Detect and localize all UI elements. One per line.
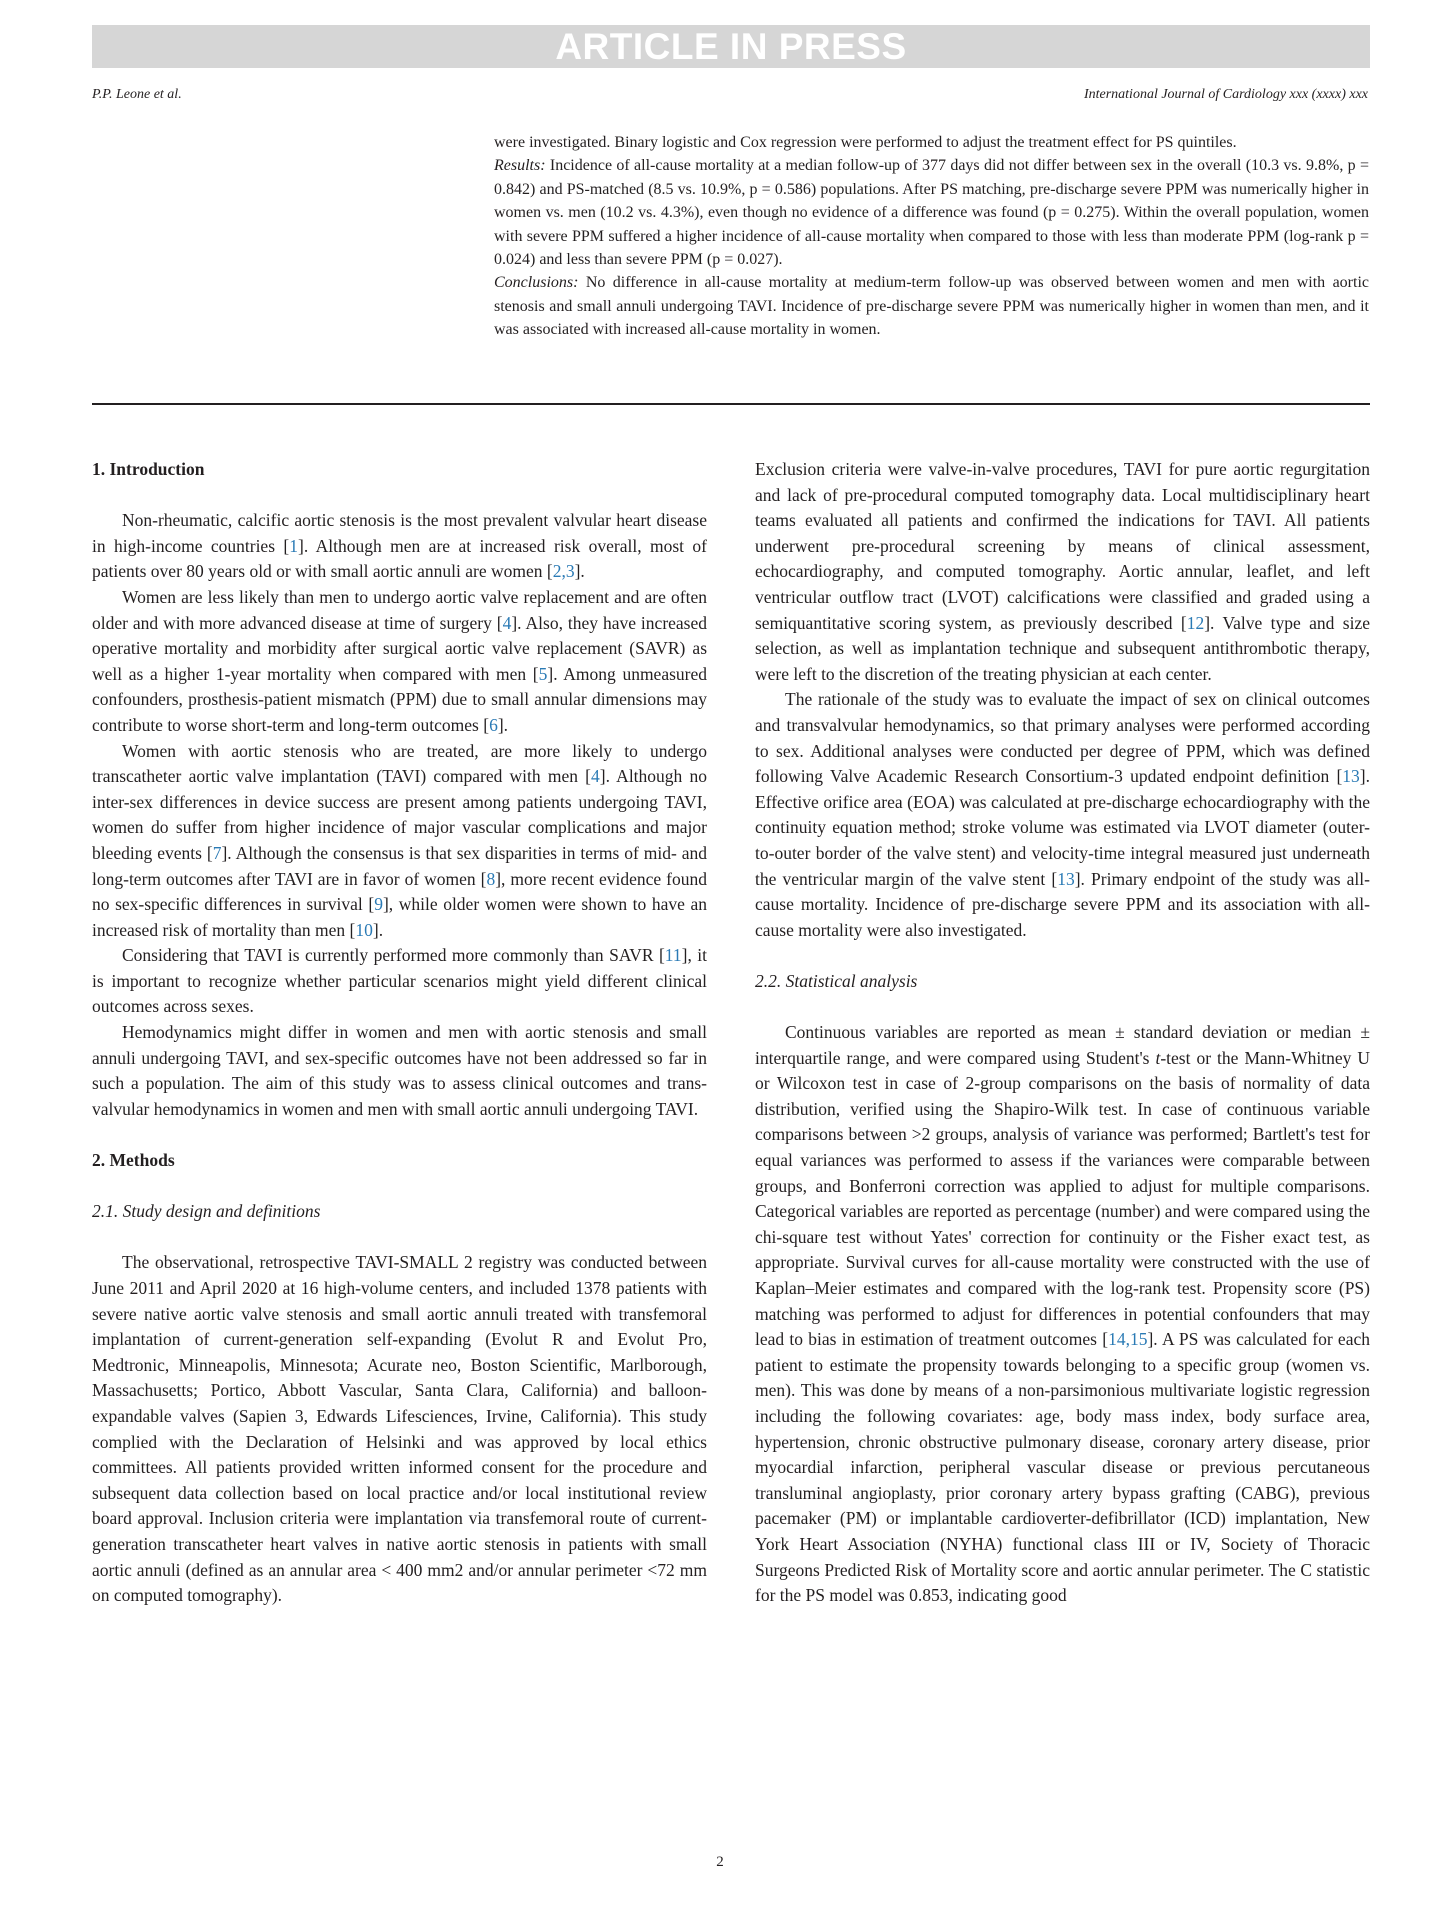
citation-link[interactable]: 2,3 — [552, 561, 575, 582]
results-label: Results: — [494, 157, 546, 175]
left-column — [92, 457, 707, 1609]
citation-link[interactable]: 9 — [374, 894, 383, 915]
citation-link[interactable]: 1 — [289, 535, 298, 556]
running-head-journal: International Journal of Cardiology xxx (xxxx) xxx — [1083, 87, 1368, 102]
abstract-methods-tail: were investigated. Binary logistic and Cox regression were performed to adjust the treatment effect for PS quintiles. — [494, 134, 1237, 151]
citation-link[interactable]: 14,15 — [1108, 1329, 1148, 1350]
article-in-press-banner: ARTICLE IN PRESS — [92, 25, 1370, 68]
conclusions-label: Conclusions: — [494, 274, 579, 292]
citation-link[interactable]: 7 — [212, 842, 222, 863]
citation-link[interactable]: 12 — [1186, 612, 1205, 633]
statistical-analysis-heading: 2.2. Statistical analysis — [755, 970, 918, 991]
study-design-heading: 2.1. Study design and definitions — [92, 1201, 321, 1222]
citation-link[interactable]: 4 — [591, 766, 600, 787]
citation-link[interactable]: 8 — [486, 868, 496, 889]
rationale-paragraph: The rationale of the study was to evaluate the impact of sex on clinical outcomes and transvalvular hemodynamics, so that primary analyses were performed according to sex. Additional analyses were conducted per degree of PPM, which was defined following Valve Academic Research Consortium-3 updated endpoint definition [13]. Effective orifice area (EOA) was calculated at pre-discharge echocardiography with the continuity equation method; stroke volume was estimated via LVOT diameter (outer-to-outer border of the valve stent) and velocity-time integral measured just underneath the ventricular margin of the valve stent [13]. Primary endpoint of the study was all-cause mortality. Incidence of pre-discharge severe PPM and its association with all-cause mortality were also investigated. — [755, 689, 1370, 940]
abstract-divider — [92, 403, 1370, 405]
page-number: 2 — [716, 1854, 724, 1870]
intro-paragraph-1: Non-rheumatic, calcific aortic stenosis is the most prevalent valvular heart disease in high-income countries [1]. Although men are at increased risk overall, most of patients over 80 years old or with small aortic annuli are women [2,3]. — [92, 510, 707, 582]
abstract-conclusions — [494, 271, 1369, 341]
citation-link[interactable]: 4 — [502, 612, 512, 633]
citation-link[interactable]: 5 — [538, 663, 548, 684]
introduction-heading: 1. Introduction — [92, 459, 205, 479]
abstract-continuation — [494, 131, 1369, 342]
citation-link[interactable]: 6 — [489, 714, 498, 735]
results-text: Incidence of all-cause mortality at a median follow-up of 377 days did not differ between sex in the overall (10.3 vs. 9.8%, p = 0.842) and PS-matched (8.5 vs. 10.9%, p = 0.586) populations. After PS matching, pre-discharge severe PPM was numerically higher in women vs. men (10.2 vs. 4.3%), even though no evidence of a difference was found (p = 0.275). Within the overall population, women with severe PPM suffered a higher incidence of all-cause mortality when compared to those with less than moderate PPM (log-rank p = 0.024) and less than severe PPM (p = 0.027). — [494, 157, 1369, 269]
statistical-analysis-paragraph: Continuous variables are reported as mean ± standard deviation or median ± interquartile range, and were compared using Student's t-test or the Mann-Whitney U or Wilcoxon test in case of 2-group comparisons on the basis of normality of data distribution, verified using the Shapiro-Wilk test. In case of continuous variable comparisons between >2 groups, analysis of variance was performed; Bartlett's test for equal variances was performed to assess if the variances were comparable between groups, and Bonferroni correction was applied to adjust for multiple comparisons. Categorical variables are reported as percentage (number) and were compared using the chi-square test without Yates' correction for continuity or the Fisher exact test, as appropriate. Survival curves for all-cause mortality were constructed with the use of Kaplan–Meier estimates and compared with the log-rank test. Propensity score (PS) matching was performed to adjust for differences in potential confounders that may lead to bias in estimation of treatment outcomes [14,15]. A PS was calculated for each patient to estimate the propensity towards belonging to a specific group (women vs. men). This was done by means of a non-parsimonious multivariate logistic regression including the following covariates: age, body mass index, body surface area, hypertension, chronic obstructive pulmonary disease, coronary artery disease, prior myocardial infarction, peripheral vascular disease or previous percutaneous transluminal angioplasty, prior coronary artery bypass grafting (CABG), previous pacemaker (PM) or implantable cardioverter-defibrillator (ICD) implantation, New York Heart Association (NYHA) functional class III or IV, Society of Thoracic Surgeons Predicted Risk of Mortality score and aortic annular perimeter. The C statistic for the PS model was 0.853, indicating good — [755, 1022, 1371, 1606]
citation-link[interactable]: 10 — [355, 919, 373, 940]
exclusion-criteria-paragraph: Exclusion criteria were valve-in-valve procedures, TAVI for pure aortic regurgitation and lack of pre-procedural computed tomography data. Local multidisciplinary heart teams evaluated all patients and confirmed the indications for TAVI. All patients underwent pre-procedural screening by means of clinical assessment, echocardiography, and computed tomography. Aortic annular, leaflet, and left ventricular outflow tract (LVOT) calcifications were classified and graded using a semiquantitative scoring system, as previously described [12]. Valve type and size selection, as well as implantation technique and subsequent antithrombotic therapy, were left to the discretion of the treating physician at each center. — [755, 459, 1370, 684]
conclusions-text: No difference in all-cause mortality at medium-term follow-up was observed between women and men with aortic stenosis and small annuli undergoing TAVI. Incidence of pre-discharge severe PPM was numerically higher in women than men, and it was associated with increased all-cause mortality in women. — [494, 274, 1369, 339]
running-head-authors: P.P. Leone et al. — [92, 87, 182, 102]
abstract-results — [494, 154, 1369, 271]
citation-link[interactable]: 11 — [664, 945, 682, 966]
citation-link[interactable]: 13 — [1342, 766, 1360, 787]
methods-heading: 2. Methods — [92, 1150, 175, 1171]
citation-link[interactable]: 13 — [1057, 868, 1075, 889]
intro-paragraph-4: Considering that TAVI is currently performed more commonly than SAVR [11], it is important to recognize whether particular scenarios might yield different clinical outcomes across sexes. — [92, 945, 707, 1017]
study-design-paragraph: The observational, retrospective TAVI-SMALL 2 registry was conducted between June 2011 and April 2020 at 16 high-volume centers, and included 1378 patients with severe native aortic valve stenosis and small aortic annuli treated with transfemoral implantation of current-generation self-expanding (Evolut R and Evolut Pro, Medtronic, Minneapolis, Minnesota; Acurate neo, Boston Scientific, Marlborough, Massachusetts; Portico, Abbott Vascular, Santa Clara, California) and balloon-expandable valves (Sapien 3, Edwards Lifesciences, Irvine, California). This study complied with the Declaration of Helsinki and was approved by local ethics committees. All patients provided written informed consent for the procedure and subsequent data collection based on local practice and/or local institutional review board approval. Inclusion criteria were implantation via transfemoral route of current-generation transcatheter heart valves in native aortic stenosis in patients with small aortic annuli (defined as an annular area < 400 mm2 and/or annular perimeter <72 mm on computed tomography). — [92, 1252, 707, 1606]
right-column — [755, 457, 1370, 1609]
intro-paragraph-2: Women are less likely than men to undergo aortic valve replacement and are often older and with more advanced disease at time of surgery [4]. Also, they have increased operative mortality and morbidity after surgical aortic valve replacement (SAVR) as well as a higher 1-year mortality when compared with men [5]. Among unmeasured confounders, prosthesis-patient mismatch (PPM) due to small annular dimensions may contribute to worse short-term and long-term outcomes [6]. — [92, 586, 708, 735]
intro-paragraph-3: Women with aortic stenosis who are treated, are more likely to undergo transcatheter aortic valve implantation (TAVI) compared with men [4]. Although no inter-sex differences in device success are present among patients undergoing TAVI, women do suffer from higher incidence of major vascular complications and major bleeding events [7]. Although the consensus is that sex disparities in terms of mid- and long-term outcomes after TAVI are in favor of women [8], more recent evidence found no sex-specific differences in survival [9], while older women were shown to have an increased risk of mortality than men [10]. — [92, 740, 708, 940]
intro-paragraph-5: Hemodynamics might differ in women and men with aortic stenosis and small annuli undergoing TAVI, and sex-specific outcomes have not been addressed so far in such a population. The aim of this study was to assess clinical outcomes and trans-valvular hemodynamics in women and men with small aortic annuli undergoing TAVI. — [92, 1022, 707, 1119]
